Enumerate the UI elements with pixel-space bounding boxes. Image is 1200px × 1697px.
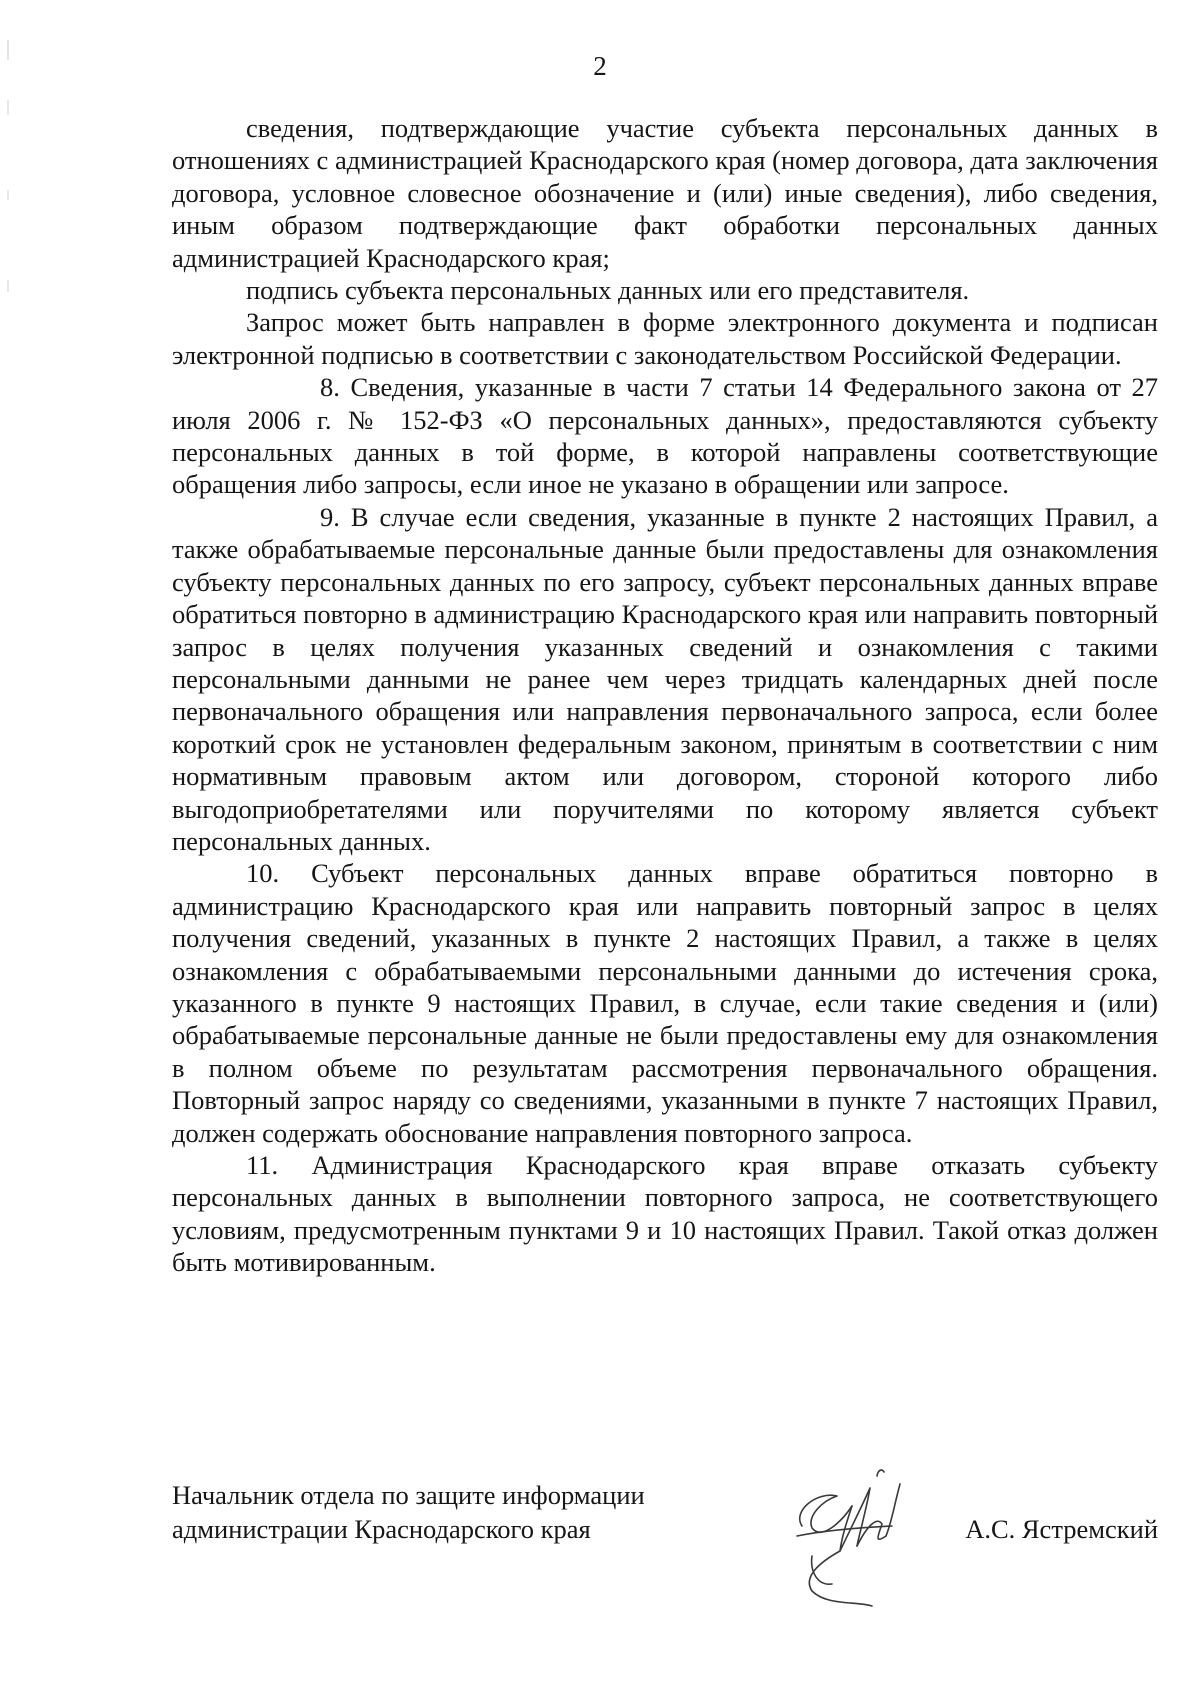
- paragraph-number: 8.: [320, 372, 340, 403]
- paragraph: [172, 112, 1158, 274]
- paragraph-number: 9.: [320, 501, 340, 532]
- paragraph-text: Субъект персональных данных вправе обратиться повторно в администрацию Краснодарского края или направить повторный запрос в целях получения сведений, указанных в пункте 2 настоящих Правил, а также в целях ознакомления с обрабатываемыми персональными данными до истечения срока, указанного в пункте 9 настоящих Правил, в случае, если такие сведения и (или) обрабатываемые персональные данные не были предоставлены ему для ознакомления в полном объеме по результатам рассмотрения первоначального обращения. Повторный запрос наряду со сведениями, указанными в пункте 7 настоящих Правил, должен содержать обоснование направления повторного запроса.: [172, 858, 1159, 1148]
- paragraph-text: Администрация Краснодарского края вправе отказать субъекту персональных данных в выполнении повторного запроса, не соответствующего условиям, предусмотренным пунктами 9 и 10 настоящих Правил. Такой отказ должен быть мотивированным.: [172, 1150, 1159, 1278]
- paragraph-10: [172, 857, 1158, 1149]
- scan-edge-marks: [6, 40, 10, 340]
- position-line-1: Начальник отдела по защите информации: [172, 1480, 645, 1510]
- document-body: [172, 112, 1158, 1279]
- paragraph-9: [172, 501, 1158, 857]
- paragraph-8: [172, 371, 1158, 501]
- position-line-2: администрации Краснодарского края: [172, 1514, 591, 1544]
- paragraph: [172, 306, 1158, 371]
- paragraph-number: 10.: [246, 858, 280, 889]
- signatory-position: [172, 1478, 645, 1546]
- paragraph-text: Запрос может быть направлен в форме электронного документа и подписан электронной подписью в соответствии с законодательством Российской Федерации.: [172, 307, 1158, 370]
- paragraph-number: 11.: [246, 1150, 279, 1180]
- signature-block: [172, 1478, 1158, 1638]
- paragraph-text: сведения, подтверждающие участие субъекта персональных данных в отношениях с администрацией Краснодарского края (номер договора, дата заключения договора, условное словесное обозначение и (или) иные сведения), либо сведения, иным образом подтверждающие факт обработки персональных данных администрацией Краснодарского края;: [172, 113, 1158, 273]
- paragraph-text: Сведения, указанные в части 7 статьи 14 Федерального закона от 27 июля 2006 г. № 152-ФЗ «О персональных данных», предоставляются субъекту персональных данных в той форме, в которой направлены соответствующие обращения либо запросы, если иное не указано в обращении или запросе.: [172, 372, 1159, 500]
- handwritten-signature: [782, 1466, 912, 1616]
- paragraph-11: [172, 1149, 1158, 1279]
- paragraph-text: подпись субъекта персональных данных или его представителя.: [246, 275, 970, 306]
- signatory-name: А.С. Ястремский: [965, 1514, 1158, 1544]
- paragraph-text: В случае если сведения, указанные в пункте 2 настоящих Правил, а также обрабатываемые персональные данные были предоставлены для ознакомления субъекту персональных данных по его запросу, субъект персональных данных вправе обратиться повторно в администрацию Краснодарского края или направить повторный запрос в целях получения указанных сведений и ознакомления с такими персональными данными не ранее чем через тридцать календарных дней после первоначального обращения или направления первоначального запроса, если более короткий срок не установлен федеральным законом, принятым в соответствии с ним нормативным правовым актом или договором, стороной которого либо выгодоприобретателями или поручителями по которому является субъект персональных данных.: [172, 501, 1159, 856]
- paragraph: [172, 274, 1158, 306]
- page-number: 2: [593, 51, 607, 81]
